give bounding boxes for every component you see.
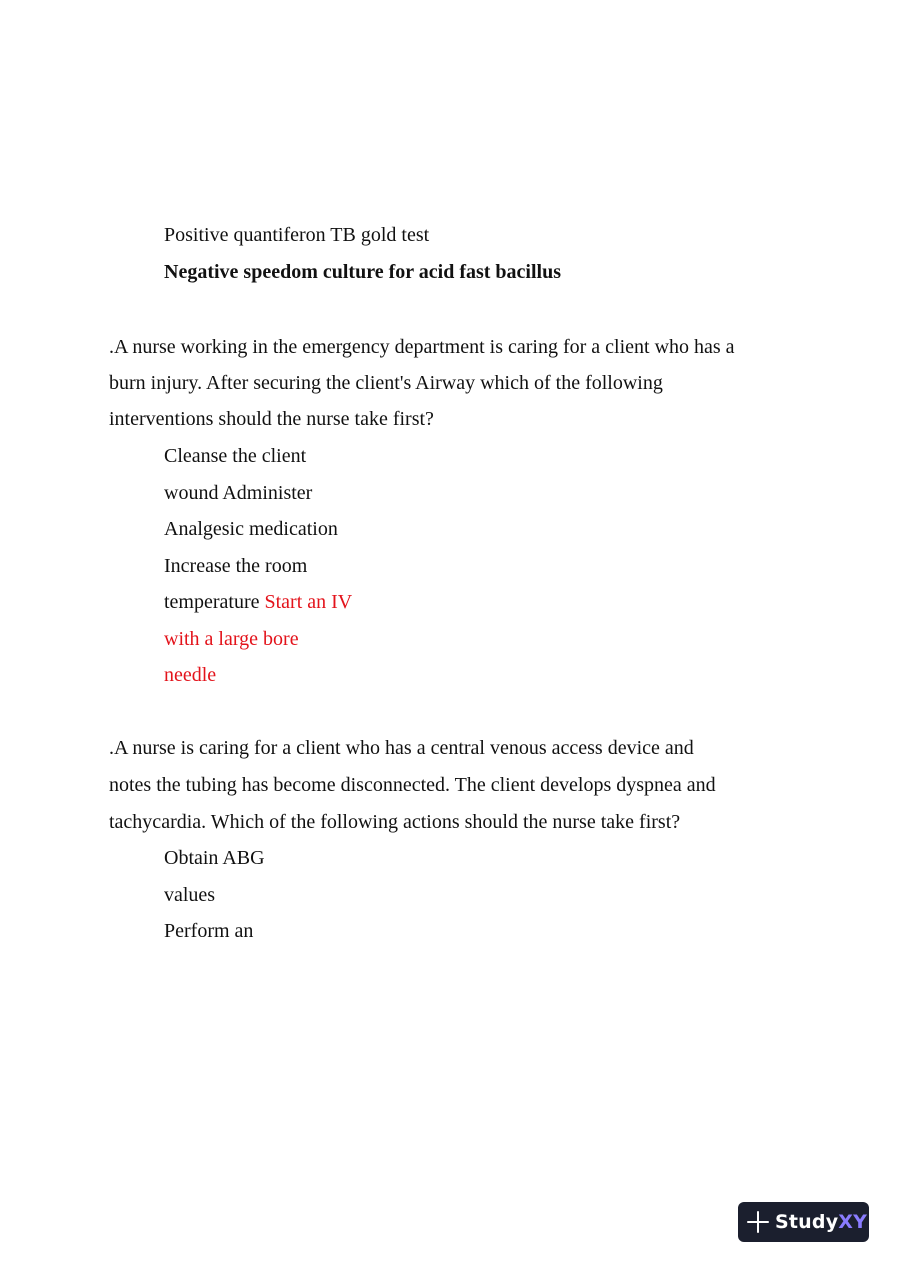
option-text: wound Administer: [164, 482, 313, 504]
option-text: Positive quantiferon TB gold test: [164, 224, 430, 246]
question-text: .A nurse is caring for a client who has a central venous access device and: [109, 737, 694, 759]
option-text: Analgesic medication: [164, 518, 338, 540]
logo-text: StudyXY: [775, 1211, 868, 1233]
option-text-bold: Negative speedom culture for acid fast bacillus: [164, 261, 562, 283]
option-text: Increase the room: [164, 555, 308, 577]
question-text: .A nurse working in the emergency department is caring for a client who has a: [109, 336, 735, 358]
option-text: temperature: [164, 591, 265, 613]
option-text: Cleanse the client: [164, 445, 307, 467]
correct-answer-text: Start an IV: [264, 591, 353, 613]
option-line: [164, 590, 352, 614]
question-text: notes the tubing has become disconnected. The client develops dyspnea and: [109, 774, 716, 796]
correct-answer-text: needle: [164, 664, 217, 686]
plus-icon: [747, 1211, 769, 1233]
option-text: Perform an: [164, 920, 254, 942]
studyxy-logo-badge[interactable]: [738, 1202, 869, 1242]
correct-answer-text: with a large bore: [164, 628, 299, 650]
question-text: interventions should the nurse take first?: [109, 408, 434, 430]
option-text: Obtain ABG: [164, 847, 265, 869]
question-text: burn injury. After securing the client's Airway which of the following: [109, 372, 663, 394]
question-text: tachycardia. Which of the following actions should the nurse take first?: [109, 811, 681, 833]
option-text: values: [164, 884, 216, 906]
